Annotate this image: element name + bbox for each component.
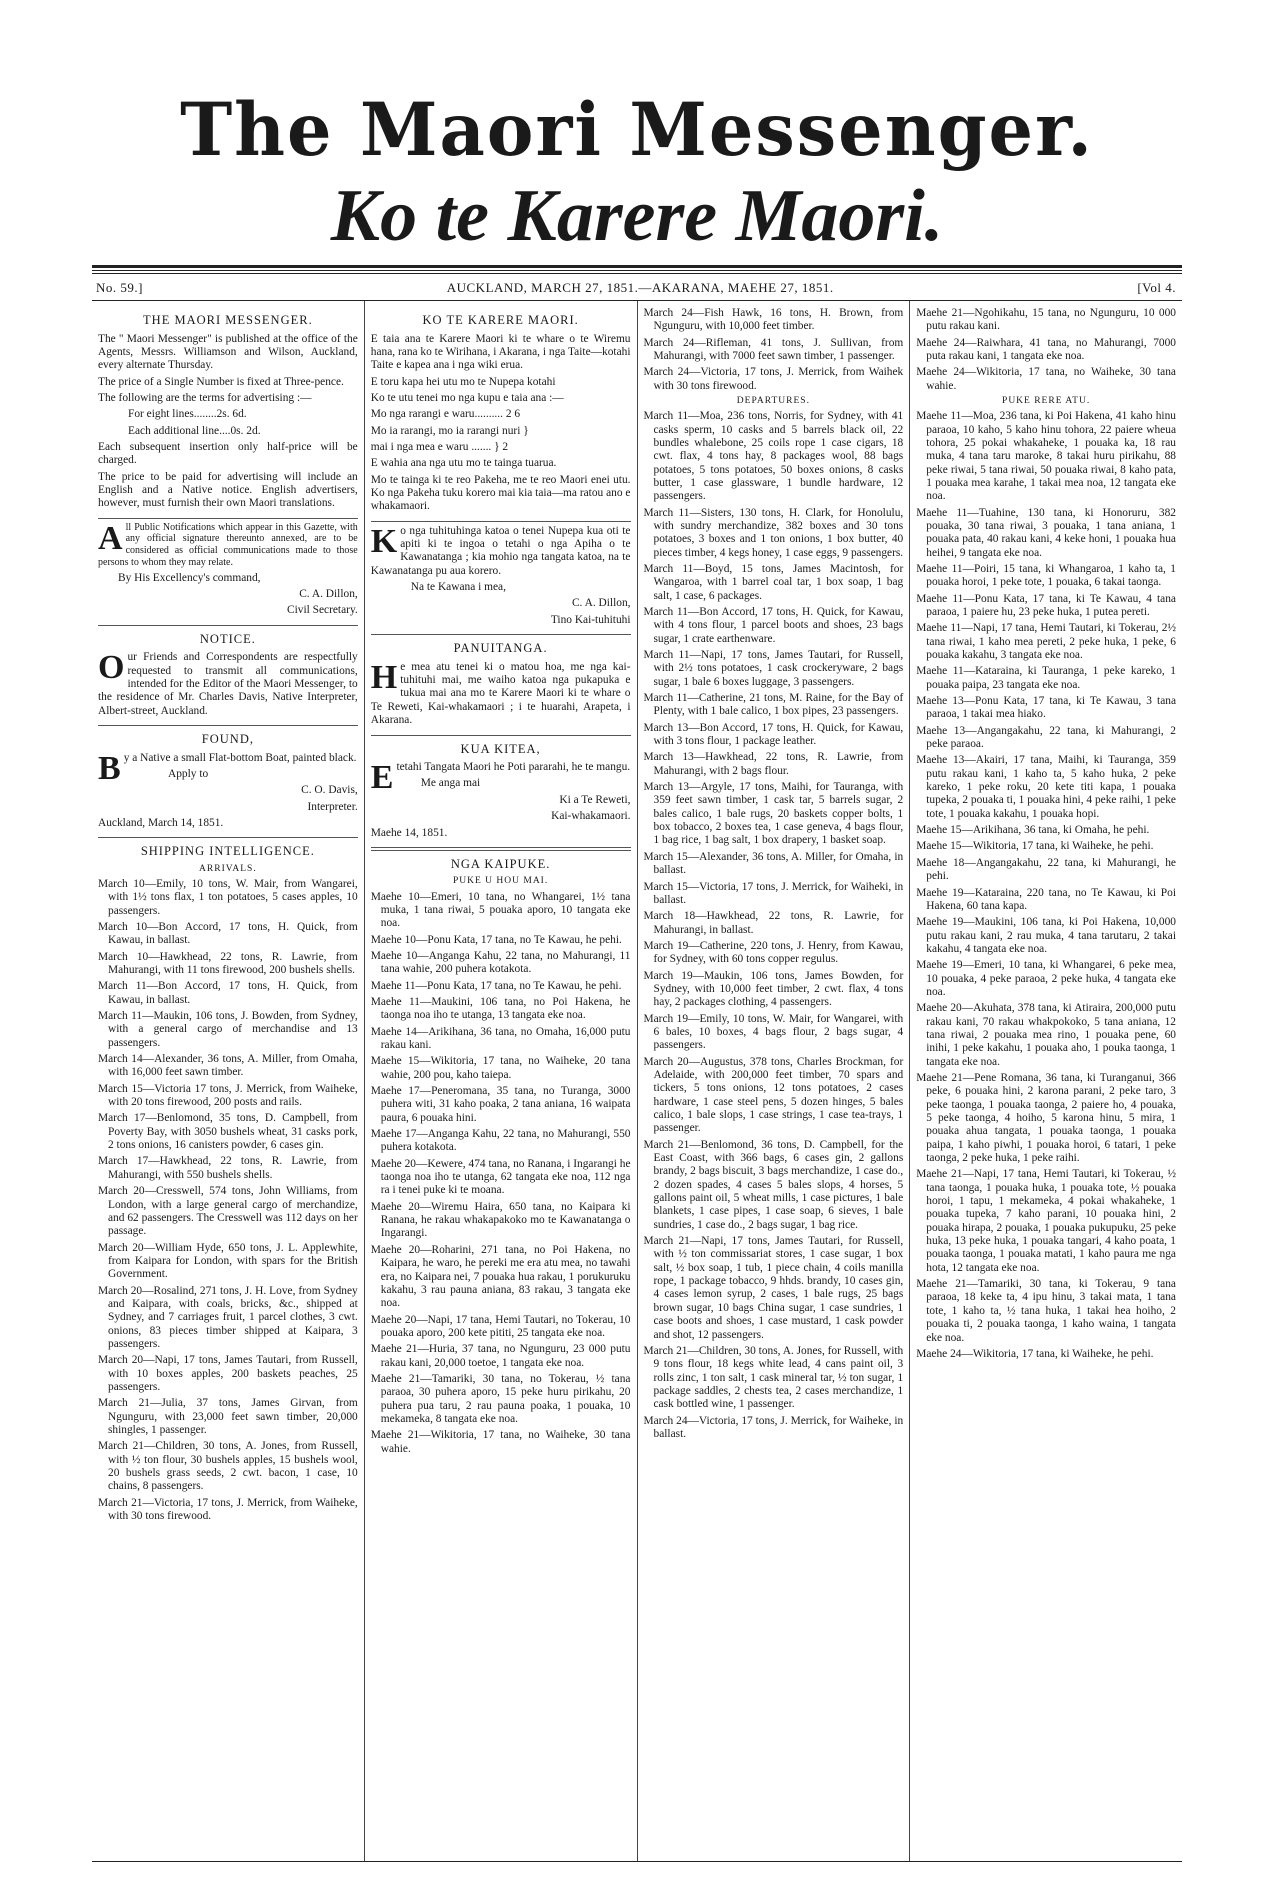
- list-item: Maehe 11—Maukini, 106 tana, no Poi Hakena, he taonga noa iho te utanga, 13 tangata eke noa.: [370, 995, 631, 1022]
- paragraph: Maehe 14, 1851.: [370, 826, 448, 839]
- paragraph: Auckland, March 14, 1851.: [98, 816, 224, 829]
- divider: [98, 837, 358, 838]
- paragraph: Apply to: [168, 767, 209, 780]
- list-item: Maehe 21—Wikitoria, 17 tana, no Waiheke, 30 tana wahie.: [370, 1429, 631, 1455]
- dateline: [92, 274, 1182, 300]
- newspaper-page: [92, 85, 1182, 1862]
- heading-shipping: SHIPPING INTELLIGENCE.: [140, 844, 315, 859]
- list-item: Maehe 13—Ponu Kata, 17 tana, ki Te Kawau, 3 tana paraoa, 1 takai mea hiako.: [916, 695, 1176, 721]
- list-item: March 11—Boyd, 15 tons, James Macintosh, for Wangaroa, with 1 barrel coal tar, 1 box soap, 1 bag salt, 1 case, 6 packages.: [643, 562, 904, 602]
- list-item: Maehe 20—Roharini, 271 tana, no Poi Hakena, no Kaipara, he waro, he pereki me era atu mea, no tawahi era, no Kaipara nei, 7 pouaka hua rakau, 1 porukuruku kakahu, 3 rau pauna aniana, 83 rakau, 3 tangata eke noa.: [370, 1243, 631, 1310]
- list-item: Maehe 24—Wikitoria, 17 tana, ki Waiheke, he pehi.: [916, 1347, 1154, 1360]
- list-item: March 13—Argyle, 17 tons, Maihi, for Tauranga, with 359 feet sawn timber, 1 cask tar, 5 barrels sugar, 2 bales calico, 1 bale rugs, 20 baskets copper bolts, 1 box tobacco, 2 boxes tea, 1 case geneva, 4 bags flour, 1 bag rice, 1 bag salt, 1 box drapery, 1 basket soap.: [643, 781, 904, 847]
- column-1: [92, 301, 364, 1861]
- list-item: March 17—Hawkhead, 22 tons, R. Lawrie, from Mahurangi, with 550 bushels shells.: [98, 1155, 358, 1181]
- paragraph: He mea atu tenei ki o matou hoa, me nga kai-tuhituhi mai, me waiho katoa nga pukapuka e tukua mai ana mo te Karere Maori ki te whare o Te Reweti, Kai-whakamaori ; i te huarahi, Arapeta, i Akarana.: [370, 658, 631, 727]
- list-item: March 21—Victoria, 17 tons, J. Merrick, from Waiheke, with 30 tons firewood.: [98, 1496, 358, 1523]
- divider: [371, 847, 631, 851]
- list-item: Maehe 20—Akuhata, 378 tana, ki Atiraira, 200,000 putu rakau kani, 70 rakau whakpokoko, 5 tana aniana, 12 tana riwai, 2 pouaka mea rino, 1 pouaka pene, 60 inihi, 1 peke kakahu, 1 pouaka aho, 1 pouka taonga, 1 tangata eke noa.: [916, 1002, 1176, 1068]
- list-item: Maehe 15—Arikihana, 36 tana, ki Omaha, he pehi.: [916, 824, 1150, 837]
- paragraph: Each additional line....0s. 2d.: [128, 424, 261, 437]
- list-item: March 11—Napi, 17 tons, James Tautari, for Russell, with 2½ tons potatoes, 1 cask crockeryware, 2 bags sugar, 1 bale 6 boxes luggage, 3 passengers.: [643, 649, 904, 688]
- paragraph: Ko nga tuhituhinga katoa o tenei Nupepa kua oti te apiti ki te ingoa o tetahi o nga Apiha o te Kawanatanga ; kia mohio nga tangata katoa, na te Kawanatanga pu aua korero.: [370, 522, 631, 577]
- heading-departures: DEPARTURES.: [736, 396, 810, 407]
- paragraph: By His Excellency's command,: [118, 571, 261, 584]
- paragraph: E taia ana te Karere Maori ki te whare o te Wiremu hana, rana ko te Wirihana, i Akarana, i nga Taite—kotahi Taite e kapea ana i nga wiki erua.: [370, 332, 631, 372]
- list-item: Maehe 24—Wikitoria, 17 tana, no Waiheke, 30 tana wahie.: [916, 366, 1176, 392]
- list-item: March 19—Emily, 10 tons, W. Mair, for Wangarei, with 6 bales, 10 boxes, 4 bags flour, 2 bags sugar, 4 passengers.: [643, 1012, 904, 1052]
- signature-title: Interpreter.: [307, 800, 358, 813]
- heading-maori-messenger: THE MAORI MESSENGER.: [143, 313, 313, 327]
- paragraph: All Public Notifications which appear in this Gazette, with any official signature thereunto annexed, are to be considered as official communications made to those persons to whom they may relate.: [98, 519, 358, 568]
- list-item: Maehe 10—Ponu Kata, 17 tana, no Te Kawau, he pehi.: [370, 933, 622, 946]
- heading-panuitanga: PANUITANGA.: [453, 641, 548, 656]
- paragraph: By a Native a small Flat-bottom Boat, painted black.: [98, 749, 357, 787]
- list-item: March 21—Napi, 17 tons, James Tautari, for Russell, with ½ ton commissariat stores, 1 case sugar, 1 box salt, ½ box soap, 1 tub, 1 piece chain, 4 coils manilla rope, 1 package tobacco, 9 hhds. brandy, 10 cases gin, 4 cases lemon syrup, 2 cases, 1 bale rugs, 25 bags brown sugar, 10 bags China sugar, 1 case sundries, 1 case boots and shoes, 1 case mustard, 1 cask powder and shot, 12 passengers.: [643, 1235, 904, 1341]
- list-item: Maehe 19—Emeri, 10 tana, ki Whangarei, 6 peke mea, 10 pouaka, 4 peke paraoa, 2 peke huka, 4 tangata eke noa.: [916, 959, 1176, 998]
- signature: Ki a Te Reweti,: [559, 793, 631, 806]
- paragraph: Na te Kawana i mea,: [410, 581, 506, 594]
- divider: [371, 521, 631, 522]
- paragraph: The price of a Single Number is fixed at Three-pence.: [98, 375, 344, 388]
- signature: C. A. Dillon,: [299, 587, 358, 600]
- list-item: March 10—Hawkhead, 22 tons, R. Lawrie, from Mahurangi, with 11 tons firewood, 200 bushels shells.: [98, 950, 358, 977]
- paragraph: The " Maori Messenger" is published at the office of the Agents, Messrs. Williamson and Wilson, Auckland, every alternate Thursday.: [98, 332, 358, 372]
- list-item: Maehe 21—Pene Romana, 36 tana, ki Turanganui, 366 peke, 6 pouaka hini, 2 karona parani, 2 peke taro, 3 peke taonga, 1 pouaka taonga, 2 paiere ho, 4 pouaka, 5 peke taonga, 4 hoiho, 5 karona hinu, 5 mira, 1 pouaka ahua tangata, 1 pouaka taonga, 1 pouaka paipa, 1 kaho piwhi, 1 pouaka horoi, 6 tatari, 1 peke taonga, 2 peke huka, 1 peke raihi.: [916, 1071, 1176, 1165]
- paragraph: Mo ia rarangi, mo ia rarangi nuri }: [370, 424, 529, 437]
- list-item: Maehe 17—Peneromana, 35 tana, no Turanga, 3000 puhera witi, 31 kaho poaka, 2 tana aniana, 16 waipata paura, 6 pouaka hini.: [370, 1085, 631, 1124]
- list-item: Maehe 13—Angangakahu, 22 tana, ki Mahurangi, 2 peke paraoa.: [916, 724, 1176, 751]
- list-item: March 21—Benlomond, 36 tons, D. Campbell, for the East Coast, with 366 bags, 6 cases gin, 2 gallons brandy, 2 bags biscuit, 3 bags merchandize, 1 case do., 2 dozen spades, 4 cases 5 bales slops, 4 horses, 5 gallons paint oil, 5 wheat mills, 1 case pictures, 1 bale blankets, 1 case pipes, 1 case soap, 6 sieves, 1 bale sundries, 1 case do., 2 bags sugar, 1 bag rice.: [643, 1138, 904, 1231]
- list-item: Maehe 20—Napi, 17 tana, Hemi Tautari, no Tokerau, 10 pouaka aporo, 200 kete pititi, 25 tangata eke noa.: [370, 1313, 631, 1339]
- list-item: Maehe 14—Arikihana, 36 tana, no Omaha, 16,000 putu rakau kani.: [370, 1025, 631, 1052]
- paragraph: Each subsequent insertion only half-price will be charged.: [98, 441, 358, 467]
- list-item: Maehe 13—Akairi, 17 tana, Maihi, ki Tauranga, 359 putu rakau kani, 1 kaho ta, 5 kaho huka, 2 peke kareko, 1 peke roku, 20 kete titi kapa, 1 pouaka tupeka, 2 pouaka ti, 1 pouaka hini, 4 peke raihi, 1 peke tote, 1 pouaka kakahu, 1 pouaka hopi.: [916, 754, 1176, 820]
- list-item: March 20—William Hyde, 650 tons, J. L. Applewhite, from Kaipara for London, with spars for the British Government.: [98, 1241, 358, 1281]
- list-item: March 24—Victoria, 17 tons, J. Merrick, for Waiheke, in ballast.: [643, 1414, 904, 1440]
- list-item: Maehe 20—Kewere, 474 tana, no Ranana, i Ingarangi he taonga noa iho te utanga, 62 tangata eke noa, 112 nga ra i tenei puke ki te moana.: [370, 1157, 631, 1197]
- heading-notice: NOTICE.: [199, 631, 256, 646]
- list-item: Maehe 15—Wikitoria, 17 tana, no Waiheke, 20 tana wahie, 200 pou, kaho taiepa.: [370, 1055, 631, 1081]
- list-item: Maehe 24—Raiwhara, 41 tana, no Mahurangi, 7000 puta rakau kani, 1 tangata eke noa.: [916, 336, 1176, 363]
- list-item: Maehe 11—Ponu Kata, 17 tana, ki Te Kawau, 4 tana paraoa, 1 paiere hu, 23 peke huka, 1 putea pereti.: [916, 592, 1176, 618]
- heading-nga-kaipuke: NGA KAIPUKE.: [450, 856, 551, 871]
- list-item: March 21—Children, 30 tons, A. Jones, from Russell, with ½ ton flour, 30 bushels apples, 15 bushels wool, 20 bushels grass seeds, 2 cwt. bacon, 1 case, 10 chains, 8 passengers.: [98, 1440, 358, 1493]
- list-item: Maehe 18—Angangakahu, 22 tana, ki Mahurangi, he pehi.: [916, 856, 1176, 883]
- divider: [98, 625, 358, 626]
- masthead-rule: [92, 265, 1182, 268]
- masthead-title: The Maori Messenger.: [180, 85, 1094, 174]
- place-date: AUCKLAND, MARCH 27, 1851.—AKARANA, MAEHE 27, 1851.: [446, 280, 834, 295]
- list-item: March 11—Maukin, 106 tons, J. Bowden, from Sydney, with a general cargo of merchandise and 13 passengers.: [98, 1010, 358, 1049]
- divider: [371, 735, 631, 736]
- heading-kua-kitea: KUA KITEA,: [460, 741, 541, 756]
- list-item: Maehe 21—Tamariki, 30 tana, no Tokerau, ½ tana paraoa, 30 puhera aporo, 15 peke huru pirikahu, 20 puhera pua taru, 2 rau pauna poaka, 1 pouaka, 10 mekameka, 8 tangata eke noa.: [370, 1372, 631, 1425]
- list-item: Maehe 11—Tuahine, 130 tana, ki Honoruru, 382 pouaka, 30 tana riwai, 3 pouaka, 1 tana aniana, 1 pouaka pata, 40 rakau kani, 4 keke honi, 1 pouaka hua heihei, 9 tangata eke noa.: [916, 506, 1176, 559]
- list-item: March 20—Cresswell, 574 tons, John Williams, from London, with a large general cargo of merchandize, and 62 passengers. The Cresswell was 112 days on her passage.: [98, 1185, 358, 1238]
- list-item: March 11—Sisters, 130 tons, H. Clark, for Honolulu, with sundry merchandize, 382 boxes and 30 tons potatoes, 3 boxes and 1 ton onions, 1 box butter, 40 pieces timber, 4 kegs honey, 1 case eggs, 9 passengers.: [643, 506, 904, 559]
- paragraph: Mo te tainga ki te reo Pakeha, me te reo Maori enei utu. Ko nga Pakeha tuku korero mai kia taia—ma ratou ano e whakamaori.: [370, 473, 631, 513]
- signature: C. A. Dillon,: [571, 597, 631, 610]
- list-item: March 15—Alexander, 36 tons, A. Miller, for Omaha, in ballast.: [643, 850, 904, 877]
- divider: [371, 634, 631, 635]
- list-item: Maehe 21—Tamariki, 30 tana, ki Tokerau, 9 tana paraoa, 18 keke ta, 4 ipu hinu, 3 takai mata, 1 tana tote, 1 kaho ta, ½ tana huka, 1 takai hea hoiho, 2 pouaka ti, 2 pouaka taonga, 1 kaho waina, 1 tangata eke noa.: [916, 1278, 1176, 1344]
- list-item: March 18—Hawkhead, 22 tons, R. Lawrie, for Mahurangi, in ballast.: [643, 910, 904, 936]
- paragraph: The following are the terms for advertising :—: [98, 392, 312, 404]
- list-item: March 21—Children, 30 tons, A. Jones, for Russell, with 9 tons flour, 18 kegs white lead, 4 cans paint oil, 3 rolls zinc, 1 ton salt, 1 cask mineral tar, ½ ton sugar, 1 package saddles, 2 chests tea, 2 cases merchandize, 1 cask bottled wine, 1 passenger.: [643, 1344, 904, 1411]
- columns: [92, 300, 1182, 1862]
- paragraph: E wahia ana nga utu mo te tainga tuarua.: [370, 457, 557, 470]
- heading-found: FOUND,: [201, 731, 254, 746]
- list-item: Maehe 11—Poiri, 15 tana, ki Whangaroa, 1 kaho ta, 1 pouaka horoi, 1 peke tote, 1 pouaka, 6 takai taonga.: [916, 562, 1176, 589]
- volume-number: [Vol 4.: [1137, 280, 1176, 295]
- list-item: March 10—Bon Accord, 17 tons, H. Quick, from Kawau, in ballast.: [98, 920, 358, 947]
- paragraph: Ko te utu tenei mo nga kupu e taia ana :—: [370, 392, 564, 404]
- signature-title: Kai-whakamaori.: [551, 810, 631, 823]
- divider: [98, 518, 358, 519]
- column-3: [637, 301, 910, 1861]
- list-item: Maehe 21—Ngohikahu, 15 tana, no Ngunguru, 10 000 putu rakau kani.: [916, 307, 1176, 333]
- list-item: Maehe 11—Ponu Kata, 17 tana, no Te Kawau, he pehi.: [370, 979, 622, 992]
- list-item: March 11—Bon Accord, 17 tons, H. Quick, from Kawau, in ballast.: [98, 980, 358, 1006]
- list-item: March 24—Fish Hawk, 16 tons, H. Brown, from Ngunguru, with 10,000 feet timber.: [643, 307, 904, 333]
- paragraph: mai i nga mea e waru ....... } 2: [370, 441, 509, 454]
- list-item: Maehe 10—Anganga Kahu, 22 tana, no Mahurangi, 11 tana wahie, 200 puhera kotakota.: [370, 949, 631, 976]
- list-item: March 10—Emily, 10 tons, W. Mair, from Wangarei, with 1½ tons flax, 1 ton potatoes, 5 cases apples, 10 passengers.: [98, 877, 358, 917]
- column-2: [364, 301, 637, 1861]
- list-item: March 20—Rosalind, 271 tons, J. H. Love, from Sydney and Kaipara, with coals, bricks, &c., shipped at Sydney, and 7 carriages fruit, 1 parcel clothes, 3 cwt. onions, 83 pieces timber shipped at Kaipara, 3 passengers.: [98, 1284, 358, 1350]
- list-item: Maehe 11—Moa, 236 tana, ki Poi Hakena, 41 kaho hinu paraoa, 10 kaho, 5 kaho hinu tohora, 22 paiere wheua tohora, 25 pokai whakaheke, 1 pouaka ka, 18 rau muka, 4 tana taru maroke, 8 takai huru pirikahu, 88 peke riwai, 5 tana riwai, 50 pouaka riwai, 8 kaho pata, 1 pouaka mea karahe, 1 takai mea noa, 12 tangata eke noa.: [916, 410, 1176, 503]
- signature-title: Tino Kai-tuhituhi: [550, 613, 631, 626]
- heading-puke-rere-atu: PUKE RERE ATU.: [1002, 396, 1091, 407]
- list-item: March 11—Moa, 236 tons, Norris, for Sydney, with 41 casks sperm, 10 casks and 5 barrels black oil, 22 bundles whalebone, 25 coils rope 1 case cigars, 18 cwt. flax, 4 tons hay, 8 packages wool, 88 bags potatoes, 5 tons potatoes, 50 boxes onions, 8 casks butter, 1 case glassware, 1 bundle hardware, 12 passengers.: [643, 410, 904, 503]
- list-item: Maehe 20—Wiremu Haira, 650 tana, no Kaipara ki Ranana, he rakau whakapakoko mo te Kawanatanga o Ingarangi.: [370, 1200, 631, 1240]
- list-item: March 19—Catherine, 220 tons, J. Henry, from Kawau, for Sydney, with 60 tons copper regulus.: [643, 939, 904, 966]
- list-item: March 11—Bon Accord, 17 tons, H. Quick, for Kawau, with 4 tons flour, 1 parcel boots and shoes, 23 bags sugar, 1 crate earthenware.: [643, 605, 904, 645]
- list-item: March 15—Victoria, 17 tons, J. Merrick, for Waiheki, in ballast.: [643, 880, 904, 906]
- list-item: March 20—Augustus, 378 tons, Charles Brockman, for Adelaide, with 200,000 feet timber, 70 spars and tickers, 5 tons onions, 12 tons potatoes, 2 cases hardware, 1 case steel pens, 5 dozen hinges, 5 bales calico, 1 bale slops, 1 case strings, 1 case tea-trays, 1 passenger.: [643, 1055, 904, 1135]
- list-item: March 24—Rifleman, 41 tons, J. Sullivan, from Mahurangi, with 7000 feet sawn timber, 1 passenger.: [643, 336, 904, 363]
- paragraph: For eight lines........2s. 6d.: [128, 408, 247, 421]
- heading-arrivals: ARRIVALS.: [199, 863, 257, 874]
- paragraph: Me anga mai: [420, 777, 481, 790]
- issue-number: No. 59.]: [96, 280, 143, 295]
- list-item: March 15—Victoria 17 tons, J. Merrick, from Waiheke, with 20 tons firewood, 200 posts and rails.: [98, 1082, 358, 1109]
- list-item: March 13—Hawkhead, 22 tons, R. Lawrie, from Mahurangi, with 2 bags flour.: [643, 751, 904, 777]
- signature: C. O. Davis,: [301, 784, 358, 797]
- list-item: March 13—Bon Accord, 17 tons, H. Quick, for Kawau, with 3 tons flour, 1 package leather.: [643, 721, 904, 748]
- list-item: Maehe 21—Huria, 37 tana, no Ngunguru, 23 000 putu rakau kani, 20,000 toetoe, 1 tangata eke noa.: [370, 1343, 631, 1369]
- signature-title: Civil Secretary.: [287, 604, 358, 617]
- list-item: Maehe 17—Anganga Kahu, 22 tana, no Mahurangi, 550 puhera kotakota.: [370, 1128, 631, 1154]
- list-item: Maehe 19—Kataraina, 220 tana, no Te Kawau, ki Poi Hakena, 60 tana kapa.: [916, 886, 1176, 912]
- heading-puke-u-hou-mai: PUKE U HOU MAI.: [453, 876, 549, 887]
- paragraph: The price to be paid for advertising will include an English and a Native notice. English advertisers, however, must furnish their own Maori translations.: [98, 470, 358, 510]
- list-item: Maehe 11—Kataraina, ki Tauranga, 1 peke kareko, 1 pouaka paipa, 23 tangata eke noa.: [916, 665, 1176, 691]
- paragraph: Mo nga rarangi e waru.......... 2 6: [370, 408, 521, 421]
- list-item: March 19—Maukin, 106 tons, James Bowden, for Sydney, with 10,000 feet timber, 2 cwt. flax, 4 tons hay, 2 packages clothing, 4 passengers.: [643, 969, 904, 1009]
- list-item: March 14—Alexander, 36 tons, A. Miller, from Omaha, with 16,000 feet sawn timber.: [98, 1053, 358, 1079]
- list-item: March 21—Julia, 37 tons, James Girvan, from Ngunguru, with 23,000 feet sawn timber, 20,000 shingles, 1 passenger.: [98, 1397, 358, 1437]
- list-item: Maehe 19—Maukini, 106 tana, ki Poi Hakena, 10,000 putu rakau kani, 2 rau muka, 4 tana tarutaru, 2 takai kakahu, 4 tangata eke noa.: [916, 916, 1176, 955]
- list-item: Maehe 21—Napi, 17 tana, Hemi Tautari, ki Tokerau, ½ tana taonga, 1 pouaka huka, 1 pouaka tote, ½ pouaka horoi, 1 tapu, 1 mekameka, 4 pokai whakaheke, 1 pouaka tupeka, 7 kaho parani, 10 pouaka hini, 2 pouaka hirapa, 2 pouaka, 1 pouaka pukupuku, 25 peke huka, 13 peke huka, 1 pouaka tangari, 4 kaho poata, 1 pouaka taonga, 1 pouaka matati, 1 kaho paura me nga hota, 12 tangata eke noa.: [916, 1168, 1176, 1274]
- divider: [98, 725, 358, 726]
- paragraph: Our Friends and Correspondents are respectfully requested to transmit all communications, intended for the Editor of the Maori Messenger, to the residence of Mr. Charles Davis, Native Interpreter, Albert-street, Auckland.: [98, 649, 358, 717]
- column-4: [909, 301, 1182, 1861]
- list-item: Maehe 15—Wikitoria, 17 tana, ki Waiheke, he pehi.: [916, 840, 1154, 853]
- list-item: March 17—Benlomond, 35 tons, D. Campbell, from Poverty Bay, with 3050 bushels wheat, 31 casks pork, 2 tons onions, 16 canisters powder, 6 cases gin.: [98, 1112, 358, 1152]
- paragraph: Etetahi Tangata Maori he Poti pararahi, he te mangu.: [370, 759, 631, 797]
- list-item: Maehe 11—Napi, 17 tana, Hemi Tautari, ki Tokerau, 2½ tana riwai, 1 kaho mea pereti, 2 peke huka, 1 peke, 6 pouaka kakahu, 3 tangata eke noa.: [916, 622, 1176, 662]
- paragraph: E toru kapa hei utu mo te Nupepa kotahi: [370, 375, 556, 388]
- list-item: March 24—Victoria, 17 tons, J. Merrick, from Waihek with 30 tons firewood.: [643, 366, 904, 392]
- heading-karere-maori: KO TE KARERE MAORI.: [422, 313, 579, 327]
- list-item: March 11—Catherine, 21 tons, M. Raine, for the Bay of Plenty, with 1 bale calico, 1 box pipes, 23 passengers.: [643, 692, 904, 718]
- list-item: Maehe 10—Emeri, 10 tana, no Whangarei, 1½ tana muka, 1 tana riwai, 5 pouaka aporo, 10 tangata eke noa.: [370, 890, 631, 930]
- list-item: March 20—Napi, 17 tons, James Tautari, from Russell, with 10 boxes apples, 200 baskets peaches, 25 passengers.: [98, 1354, 358, 1393]
- masthead-subtitle: Ko te Karere Maori.: [330, 175, 944, 257]
